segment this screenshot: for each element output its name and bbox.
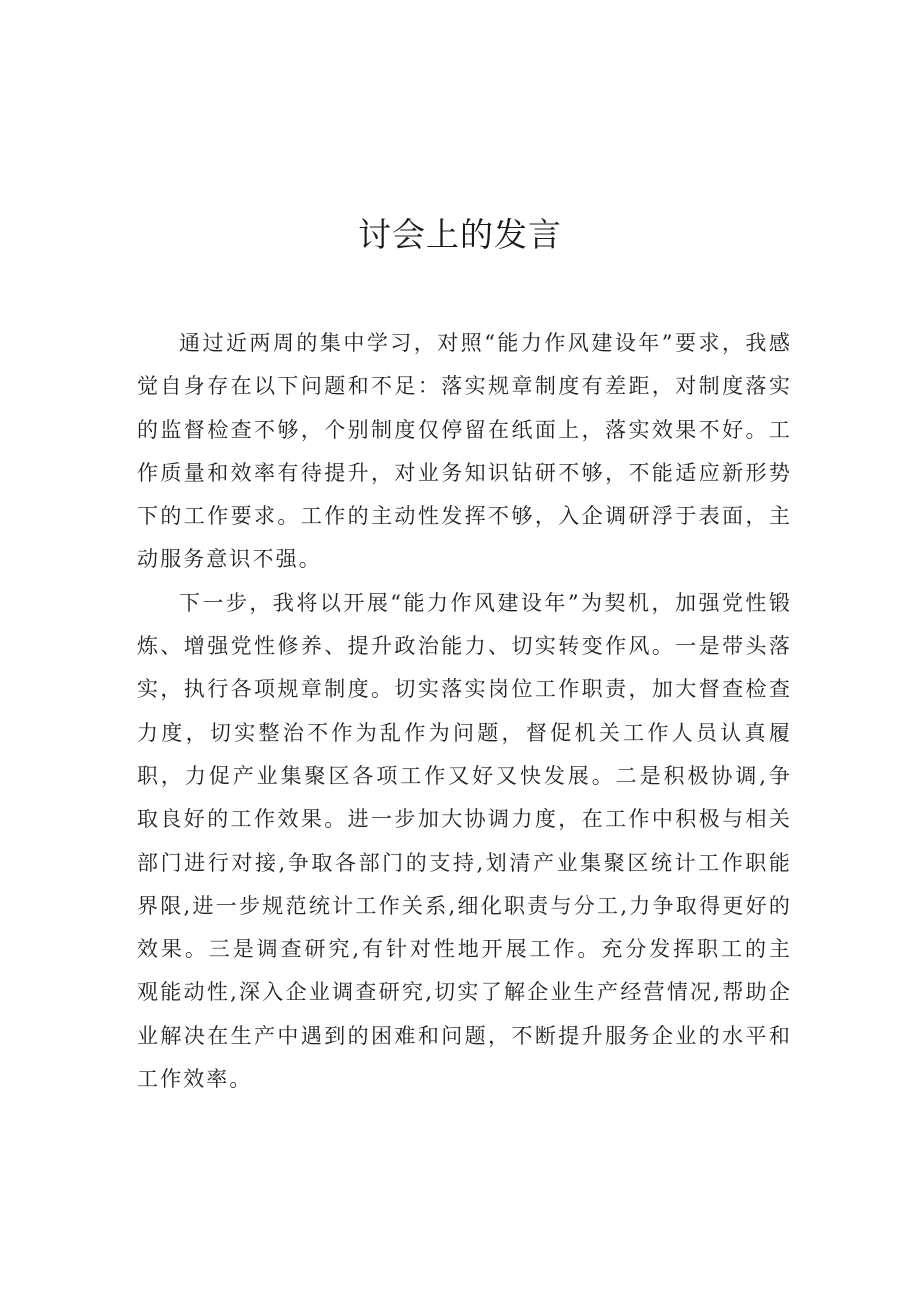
document-body	[137, 322, 792, 1101]
paragraph-self-assessment: 通过近两周的集中学习，对照“能力作风建设年”要求，我感觉自身存在以下问题和不足：落实规章制度有差距，对制度落实的监督检查不够，个别制度仅停留在纸面上，落实效果不好。工作质量和效率有待提升，对业务知识钻研不够，不能适应新形势下的工作要求。工作的主动性发挥不够，入企调研浮于表面，主动服务意识不强。	[137, 331, 792, 572]
document-title: 讨会上的发言	[358, 215, 562, 254]
paragraph-next-steps: 下一步，我将以开展“能力作风建设年”为契机，加强党性锻炼、增强党性修养、提升政治能力、切实转变作风。一是带头落实，执行各项规章制度。切实落实岗位工作职责，加大督查检查力度，切实整治不作为乱作为问题，督促机关工作人员认真履职，力促产业集聚区各项工作又好又快发展。二是积极协调,争取良好的工作效果。进一步加大协调力度，在工作中积极与相关部门进行对接,争取各部门的支持,划清产业集聚区统计工作职能界限,进一步规范统计工作关系,细化职责与分工,力争取得更好的效果。三是调查研究,有针对性地开展工作。充分发挥职工的主观能动性,深入企业调查研究,切实了解企业生产经营情况,帮助企业解决在生产中遇到的困难和问题，不断提升服务企业的水平和工作效率。	[137, 590, 792, 1092]
